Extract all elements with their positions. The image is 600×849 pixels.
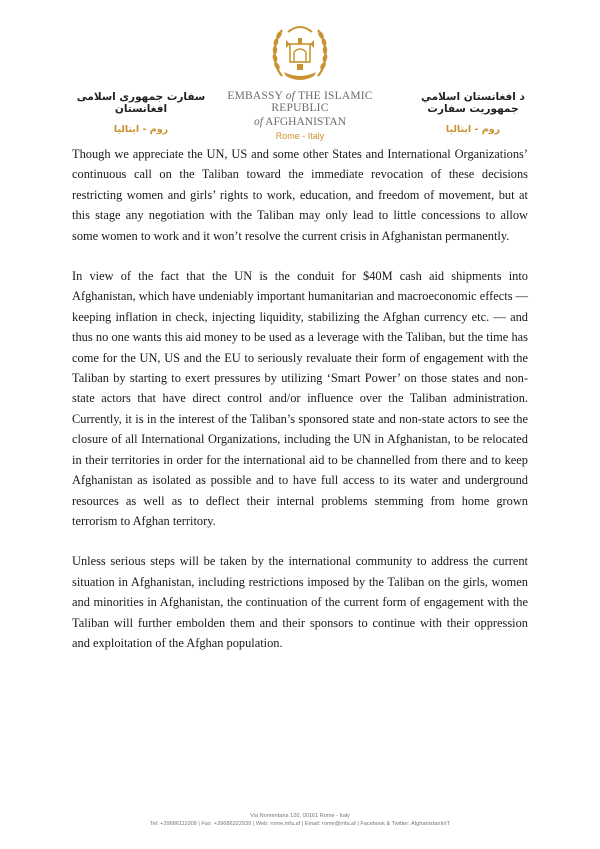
pashto-city: روم - ایتالیا	[445, 124, 501, 135]
afghanistan-emblem-icon	[268, 18, 332, 86]
pashto-embassy-title: د افغانستان اسلامي جمهوريت سفارت	[421, 91, 525, 115]
english-title-line2: of AFGHANISTAN	[253, 116, 347, 128]
letter-footer	[0, 813, 600, 827]
english-city: Rome - Italy	[275, 131, 325, 141]
footer-address: Via Nomentana 120, 00161 Rome - Italy	[250, 813, 350, 819]
letterhead-english	[200, 90, 400, 141]
letter-body	[72, 144, 528, 673]
paragraph-2: In view of the fact that the UN is the conduit for $40M cash aid shipments into Afghanistan, which have undeniably important humanitarian and macroeconomic effects — keeping inflation in check, injecting liquidity, stabilizing the Afghan currency etc. — and thus no one wants this aid money to be used as a leverage with the Taliban, but the time has come for the UN, US and the EU to seriously revaluate their form of engagement with the Taliban by starting to exert pressures by utilizing ‘Smart Power’ on those states and non-state actors that have direct control and/or influence over the Taliban administration. Currently, it is in the interest of the Taliban’s sponsored state and non-state actors to see the closure of all International Organizations, including the UN in Afghanistan, to be relocated in their territories in order for the international aid to be channelled from there and to keep Afghanistan as isolated as possible and to have full access to its water and underground resources as well as to deflect their internal problems stemming from home grown terrorism to Afghan territory.	[72, 269, 529, 528]
dari-city: روم - ایتالیا	[113, 124, 169, 135]
letterhead-dari	[66, 91, 216, 135]
letterhead-pashto	[398, 91, 548, 135]
english-title-line1: EMBASSY of THE ISLAMIC REPUBLIC	[227, 90, 373, 114]
dari-embassy-title: سفارت جمهوری اسلامی افغانستان	[76, 91, 206, 115]
paragraph-3: Unless serious steps will be taken by the international community to address the current situation in Afghanistan, including restrictions imposed by the Taliban on the girls, women and minorities in Afghanistan, the continuation of the current form of engagement with the Taliban will further embolden them and their sponsors to continue with their oppression and exploitation of the Afghan population.	[72, 554, 528, 650]
footer-contacts: Tel: +39686111009 | Fax: +39686322939 | Web: rome.mfa.af | Email: rome@mfa.af | Facebook & Twitter: AfghanistanInIT	[149, 821, 451, 827]
paragraph-1: Though we appreciate the UN, US and some other States and International Organizations’ continuous call on the Taliban toward the immediate revocation of these decisions restricting women and girls’ rights to work, education, and freedom of movement, but at this stage any negotiation with the Taliban may only lead to little concessions to allow some women to work and it won’t resolve the current crisis in Afghanistan permanently.	[72, 147, 528, 243]
